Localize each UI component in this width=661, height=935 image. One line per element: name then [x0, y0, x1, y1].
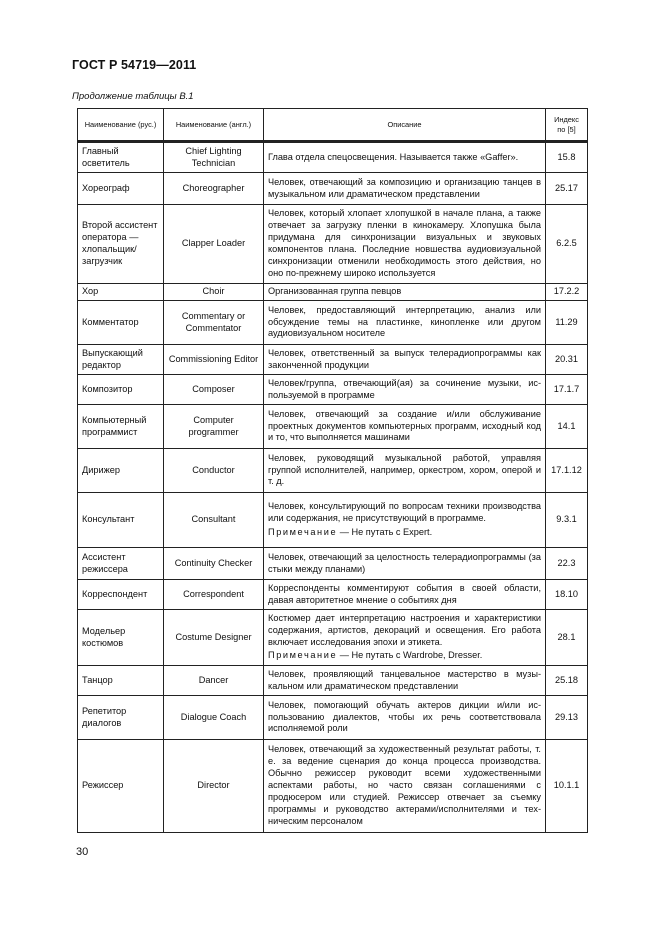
table-row [78, 375, 588, 405]
description-text: Костюмер дает интерпретацию настроения и характеристики содержания, артистов, декораций и освещения. Его работа включает исследования эпохи и этикета. [268, 612, 541, 647]
description-text: Человек, отвечающий за целостность телерадиопрограммы (за стыки между планами) [268, 551, 541, 574]
cell-eng: Director [164, 740, 264, 833]
cell-index: 22.3 [546, 548, 588, 580]
cell-index: 25.18 [546, 666, 588, 696]
note-label: Примечание [268, 526, 338, 537]
table-row [78, 696, 588, 740]
cell-rus: Хор [78, 284, 164, 301]
cell-eng: Consultant [164, 493, 264, 548]
cell-description [264, 375, 546, 405]
cell-eng: Conductor [164, 449, 264, 493]
cell-description [264, 493, 546, 548]
cell-description [264, 610, 546, 666]
cell-description [264, 696, 546, 740]
cell-eng: Choreographer [164, 173, 264, 205]
table-row [78, 345, 588, 375]
cell-eng: Correspondent [164, 580, 264, 610]
cell-rus: Главный осветитель [78, 143, 164, 173]
description-text: Человек, предоставляющий интерпретацию, анализ или обсуждение темы на пластинке, кинопленке или другом аудиовизуальном носителе [268, 304, 541, 339]
cell-rus: Комментатор [78, 301, 164, 345]
cell-eng: Chief Lighting Technician [164, 143, 264, 173]
cell-description [264, 548, 546, 580]
cell-eng: Composer [164, 375, 264, 405]
cell-eng: Clapper Loader [164, 205, 264, 284]
cell-description [264, 666, 546, 696]
cell-index: 11.29 [546, 301, 588, 345]
description-text: Человек, отвечающий за создание и/или обслуживание проектных документов компьютерных программ, исходный код и то, что выполняется машинами [268, 408, 541, 443]
cell-index: 17.1.12 [546, 449, 588, 493]
cell-rus: Консультант [78, 493, 164, 548]
description-text: Человек, ответственный за выпуск телерадиопрограммы как законченной продукции [268, 347, 541, 370]
cell-rus: Корреспондент [78, 580, 164, 610]
cell-rus: Ассистент режиссера [78, 548, 164, 580]
header-index: Индекс по [5] [546, 109, 588, 142]
cell-rus: Модельер костюмов [78, 610, 164, 666]
cell-description [264, 405, 546, 449]
cell-index: 10.1.1 [546, 740, 588, 833]
description-text: Глава отдела спецосвещения. Называется также «Gaffer». [268, 151, 519, 162]
cell-index: 17.1.7 [546, 375, 588, 405]
description-note [268, 527, 541, 539]
cell-rus: Танцор [78, 666, 164, 696]
table-body [78, 143, 588, 833]
description-text: Организованная группа певцов [268, 286, 402, 297]
cell-description [264, 284, 546, 301]
table-row [78, 548, 588, 580]
cell-rus: Композитор [78, 375, 164, 405]
cell-description [264, 740, 546, 833]
cell-description [264, 205, 546, 284]
cell-rus: Выпускающий редактор [78, 345, 164, 375]
cell-eng: Choir [164, 284, 264, 301]
cell-index: 15.8 [546, 143, 588, 173]
description-note [268, 650, 541, 662]
table-row [78, 205, 588, 284]
document-header: ГОСТ Р 54719—2011 [72, 58, 197, 72]
header-rus: Наименование (рус.) [78, 109, 164, 142]
cell-description [264, 345, 546, 375]
note-label: Примечание [268, 650, 338, 661]
cell-rus: Компьютерный программист [78, 405, 164, 449]
table-row [78, 143, 588, 173]
table-header-row [78, 109, 588, 142]
note-text: — Не путать с Wardrobe, Dresser. [337, 650, 483, 661]
cell-description [264, 143, 546, 173]
cell-index: 14.1 [546, 405, 588, 449]
cell-index: 28.1 [546, 610, 588, 666]
description-text: Человек, консультирующий по вопросам техники производства или содержания, не присутствующий в программе. [268, 501, 541, 524]
table-row [78, 405, 588, 449]
cell-rus: Второй ассистент оператора — хлопальщик/загрузчик [78, 205, 164, 284]
terms-table [77, 108, 588, 833]
cell-eng: Commissioning Editor [164, 345, 264, 375]
cell-index: 20.31 [546, 345, 588, 375]
cell-rus: Хореограф [78, 173, 164, 205]
cell-eng: Computer programmer [164, 405, 264, 449]
cell-eng: Costume Designer [164, 610, 264, 666]
cell-eng: Dialogue Coach [164, 696, 264, 740]
table-row [78, 173, 588, 205]
description-text: Человек/группа, отвечающий(ая) за сочинение музыки, используемой в программе [268, 377, 541, 400]
header-description: Описание [264, 109, 546, 142]
cell-description [264, 301, 546, 345]
table-row [78, 284, 588, 301]
page-number: 30 [76, 846, 89, 858]
table-row [78, 740, 588, 833]
cell-eng: Continuity Checker [164, 548, 264, 580]
cell-index: 9.3.1 [546, 493, 588, 548]
cell-index: 6.2.5 [546, 205, 588, 284]
note-text: — Не путать с Expert. [337, 526, 433, 537]
table-row [78, 493, 588, 548]
description-text: Человек, отвечающий за композицию и организацию танцев в музыкальном или драматическом представлении [268, 176, 541, 199]
description-text: Человек, руководящий музыкальной работой, управляя группой исполнителей, например, оркестром, хором, оперой и т. д. [268, 452, 541, 487]
table-caption: Продолжение таблицы В.1 [72, 91, 194, 102]
description-text: Человек, помогающий обучать актеров дикции и/или использованию диалектов, чтобы их речь соответствовала исполняемой роли [268, 699, 541, 734]
cell-rus: Репетитор диалогов [78, 696, 164, 740]
cell-description [264, 580, 546, 610]
cell-rus: Дирижер [78, 449, 164, 493]
cell-index: 29.13 [546, 696, 588, 740]
description-text: Корреспонденты комментируют события в своей области, давая авторитетное мнение о событиях дня [268, 582, 541, 605]
table-row [78, 580, 588, 610]
cell-index: 18.10 [546, 580, 588, 610]
cell-index: 25.17 [546, 173, 588, 205]
cell-eng: Dancer [164, 666, 264, 696]
table-row [78, 449, 588, 493]
table-row [78, 610, 588, 666]
cell-index: 17.2.2 [546, 284, 588, 301]
cell-description [264, 449, 546, 493]
description-text: Человек, отвечающий за художественный результат работы, т. е. за ведение сценария до конца процесса производства. Обычно режиссер руководит всеми художественными аспектами работы, но часто связан соглашениями с продюсером или студией. Режиссер отвечает за съемку программы и руководство актерами/исполнителями и техническим персоналом [268, 744, 541, 826]
cell-rus: Режиссер [78, 740, 164, 833]
header-eng: Наименование (англ.) [164, 109, 264, 142]
table-row [78, 666, 588, 696]
cell-eng: Commentary or Commentator [164, 301, 264, 345]
cell-description [264, 173, 546, 205]
table-row [78, 301, 588, 345]
description-text: Человек, проявляющий танцевальное мастерство в музыкальном или драматическом представлении [268, 668, 541, 691]
description-text: Человек, который хлопает хлопушкой в начале плана, а также отвечает за загрузку пленки в кинокамеру. Хлопушка была придумана для синхронизации визуальных и звуковых компонентов плана. Последние новшества аудиовизуальной синхронизации отменили необходимость этого действия, но оно по-прежнему широко используется [268, 208, 541, 278]
